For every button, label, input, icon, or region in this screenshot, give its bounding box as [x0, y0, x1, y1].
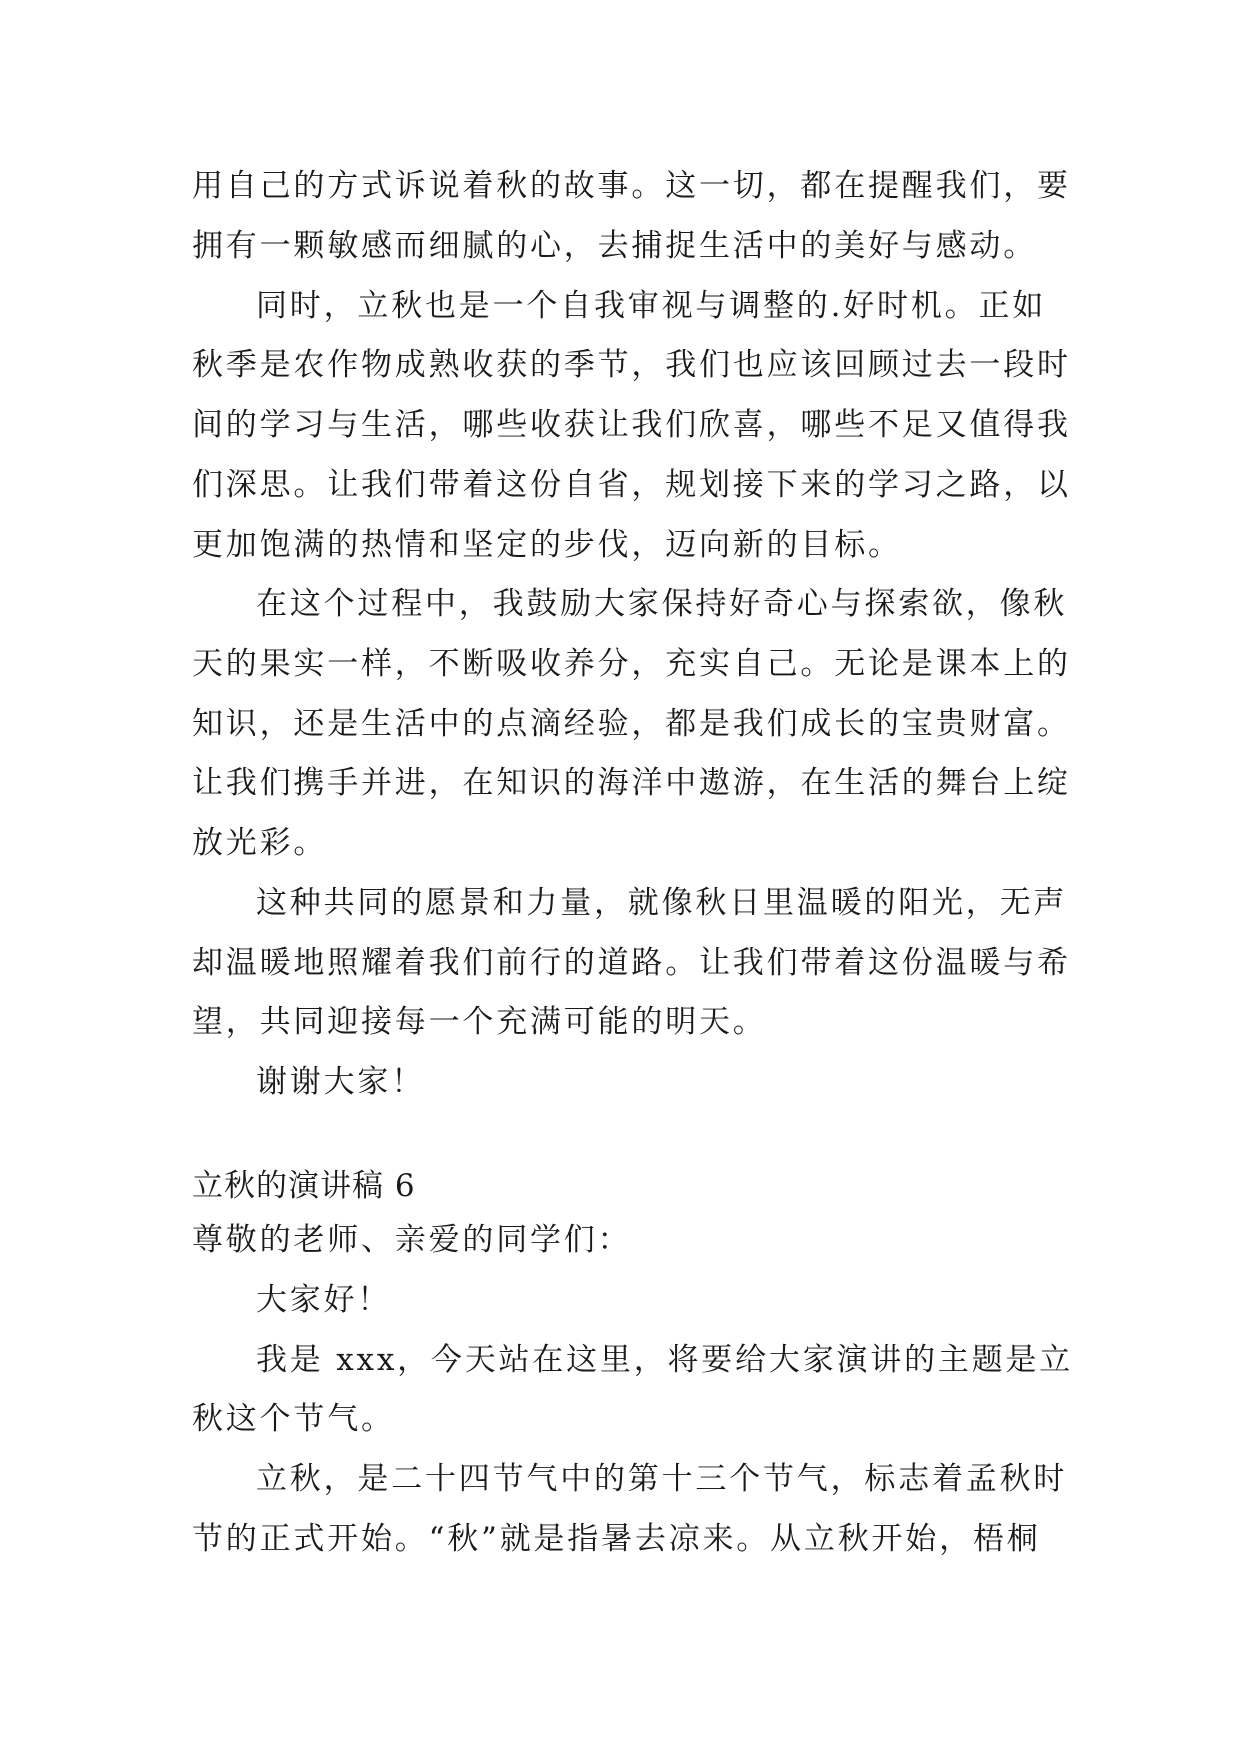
section-title: 立秋的演讲稿 6 — [192, 1168, 416, 1204]
text-line: 天的果实一样，不断吸收养分，充实自己。无论是课本上的 — [192, 646, 1071, 682]
text-line: 用自己的方式诉说着秋的故事。这一切，都在提醒我们，要 — [192, 168, 1071, 204]
text-line: 放光彩。 — [192, 825, 328, 861]
text-line: 立秋，是二十四节气中的第十三个节气，标志着孟秋时 — [256, 1461, 1068, 1497]
text-line: 秋这个节气。 — [192, 1401, 395, 1437]
salutation: 尊敬的老师、亲爱的同学们： — [192, 1222, 632, 1258]
text-line: 同时，立秋也是一个自我审视与调整的.好时机。正如 — [256, 288, 1047, 324]
text-line: 秋季是农作物成熟收获的季节，我们也应该回顾过去一段时 — [192, 347, 1071, 383]
text-line: 拥有一颗敏感而细腻的心，去捕捉生活中的美好与感动。 — [192, 228, 1037, 264]
text-line: 这种共同的愿景和力量，就像秋日里温暖的阳光，无声 — [256, 885, 1068, 921]
text-line: 更加饱满的热情和坚定的步伐，迈向新的目标。 — [192, 527, 902, 563]
text-line: 在这个过程中，我鼓励大家保持好奇心与探索欲，像秋 — [256, 586, 1068, 622]
greeting: 大家好！ — [256, 1282, 392, 1318]
text-line: 让我们携手并进，在知识的海洋中遨游，在生活的舞台上绽 — [192, 765, 1071, 801]
text-line: 知识，还是生活中的点滴经验，都是我们成长的宝贵财富。 — [192, 706, 1071, 742]
text-line: 望，共同迎接每一个充满可能的明天。 — [192, 1004, 767, 1040]
text-line: 节的正式开始。“秋”就是指暑去凉来。从立秋开始，梧桐 — [192, 1521, 1041, 1557]
text-line: 间的学习与生活，哪些收获让我们欣喜，哪些不足又值得我 — [192, 407, 1071, 443]
text-line: 谢谢大家！ — [256, 1064, 425, 1100]
text-line: 却温暖地照耀着我们前行的道路。让我们带着这份温暖与希 — [192, 945, 1071, 981]
text-line: 们深思。让我们带着这份自省，规划接下来的学习之路，以 — [192, 467, 1071, 503]
text-line: 我是 xxx，今天站在这里，将要给大家演讲的主题是立 — [256, 1342, 1074, 1378]
